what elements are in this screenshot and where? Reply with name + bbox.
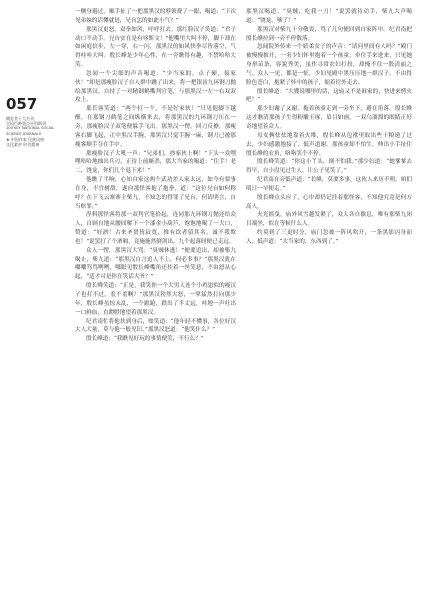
paragraph: 一侧身避过，顺手扯了一把那黑汉的脖领费了一眼，喝道：“下次见弟妹的话懂就是，兄台怎的如此小气？” — [75, 9, 236, 24]
paragraph: 火光摇曳，庙外风雪越发紧了，众人各自歇息，唯有那柴九闭目端坐，似在等候什么人。 — [246, 212, 412, 228]
paragraph: 忽闻院外传来一个娇柔女子的声音：“请问里间有人吗？”殿门被慢慢推开，一名少妇怀里抱着一个孩童，牵住手来进来，只见她身形苗条，容貌秀美，虽作寻常农妇打扮，却掩不住一股清丽之气。众人一见，都是一怔，少妇见殿中黑压压地一群汉子，不由得脸色苍白，抱紧了怀中的孩子，缩着往外走去。 — [246, 44, 412, 86]
sidebar-line: SCIENCE JOURNALS — [6, 131, 42, 136]
sidebar — [6, 96, 66, 147]
right-column — [246, 8, 412, 247]
paragraph: 母女俩怯怯地靠着火堆，殷长峰从包袱里取出些干粮递了过去，少妇感激地接了，低声道谢。那孩童却不怕生，伸出小手扯住殷长峰的衣角，咯咯笑个不停。 — [246, 132, 412, 157]
paragraph: 那黑汉喝道：“臭贼，吃我一刀！”说罢就待动手，柴九大声喝道：“饶龙，够了！” — [246, 9, 412, 24]
paragraph: 纪君南忙将他扶到身后，赔笑道：“他年轻不懂事，各位好汉大人大量，莫与他一般见识。”那黑汉怒道：“他笑什么？” — [75, 318, 236, 334]
sidebar-line: 概览者十大名刊 — [6, 116, 34, 121]
paragraph: 忽闻一个尖细的声音喝道：“少当家的，点子硬，接家伙！”却是那瘦脸汉子自人群中跳了出来，将一把银齿九环钢刀抛给那黑汉，自持了一对精钢鹤嘴判官笔，与那黑汉一左一右双双攻上。 — [75, 70, 236, 104]
sidebar-line: 全国百种重点社科期刊 — [6, 121, 46, 127]
paragraph: 众人一愣，那黑汉大骂：“臭贼休逃！”便要追出，却被柴九喝止，柴九道：“那黑汉自言追人不上，何必多事？”那黑汉犹在嘟囔骂骂咧咧，哪眼见殷长峰嘴角还挂着一丝笑意，不由怒从心起，“适才可是你在笑话大爷？” — [75, 247, 236, 281]
sidebar-line: 文化素材 时代精神 — [6, 142, 40, 148]
left-column — [75, 8, 236, 344]
paragraph: 涅料那怪客将那一双判官笔拾起，连同那九环钢刀抛还给众人，自顾自地从腰间解下一个漆金小葫芦，饱饱地喝了一大口，赞道：“好酒！古来圣贤皆寂寞，惟有饮者留其名，诚不我欺也！”说罢打了个酒嗝，竟施施然倒剑出，九个起落间便已走远。 — [75, 212, 236, 245]
paragraph: 殷长峰笑道：“正是，我笑你一个大男人连个小鸡崽似的瘦汉子也打不过，羞不羞啊？”那黑汉勃然大怒，一掌猛然打向那少年，殷长峰虽惊未乱，一个踉跄，跌出了半丈远，哇地一声吐出一口鲜血，直瞪瞪地望着那黑汉。 — [75, 283, 236, 316]
paragraph: 那黑汉更怒，双拳如风，呼呼打去。那红脸汉子笑道：“君子动口不动手。兄台实在是有辱斯文！”他嘴里大叫不停，脚下却在如闲庭信步，左一穿，右一闪，那黑汉的如风快拳尽皆落空，气得哇哇大叫。殷长峰是少年心性，在一旁瞧得有趣，不禁哈哈大笑。 — [75, 26, 236, 69]
paragraph: 那黑汉对柴九十分敬畏，骂了几句便回到自家阵中。纪君南把殷长峰拉到一旁不停数落。 — [246, 26, 412, 42]
paragraph: 他瞧了半晌，心知自家这两个武功差人家太远，如今有要事在身，不宜树敌，遂向那怪客抱了抱拳，道：“这位兄台如何称呼？在下飞云寨寨主柴九，不知怎的得罪了兄台，但请明言，自当赔罪。” — [75, 177, 236, 210]
paragraph: 那长客笑道：“两个打一个，不是好家伙！”只见他脚下越醒，在那钢刀鹤笔之间纵横来去，将那黑汉的九环钢刀压在一旁，那瘦脸汉子双笔便躲手飞出。那黑汉一愣，回刀反撩，那瘦客右脚飞起，正中黑汉手腕。那黑汉只觉手腕一麻，钢刀已被那瘦客顺手夺在手中。 — [75, 106, 236, 148]
paragraph: 纪君南在旁低声道：“长峰，莫要多事，这伙人来历不明，咱们明日一早便走。” — [246, 177, 412, 192]
paragraph: 那少妇谢了又谢，抱着孩童走到一旁坐下，避在角落。殷长峰这才瞧清那孩子生得粉雕玉琢，眉目如画，一双乌溜溜的眼睛正好奇地望着众人。 — [246, 106, 412, 130]
sidebar-line: 100 KEY NATIONAL SOCIAL — [6, 126, 55, 131]
paragraph: 殷长峰笑道：“你这小丫头，倒不怕我。”那少妇道：“她爹爹去得早，自小没见过生人，让公子见笑了。” — [246, 159, 412, 175]
paragraph: 殷长峰道：“我瞧见好玩的事情便笑，不行么？” — [86, 336, 204, 343]
paragraph: 约莫到了三更时分，庙门忽被一阵风吹开，一条黑影闪身而入，低声道：“大当家的，东西到了。” — [246, 230, 412, 245]
paragraph: 殷长峰道：“大嫂说哪里的话，这庙又不是谁家的，快进来烤火吧！” — [246, 88, 412, 104]
paragraph: 那瘦脸汉子大吼一声：“兄弟们，抄家伙上啊！”下头一众嘿嘿哈哈地抽出兵刃，正待上前厮杀，那大当家的喝道：“住手！老二，饶龙，你们几个退下来！” — [75, 150, 236, 175]
paragraph: 殷长峰点头应了，心中却仍记挂着那怪客，不知他究竟是何方高人。 — [246, 194, 412, 210]
page-number: 057 — [6, 95, 38, 113]
sidebar-line: ★ 中国作家 民族风格 — [6, 136, 45, 142]
